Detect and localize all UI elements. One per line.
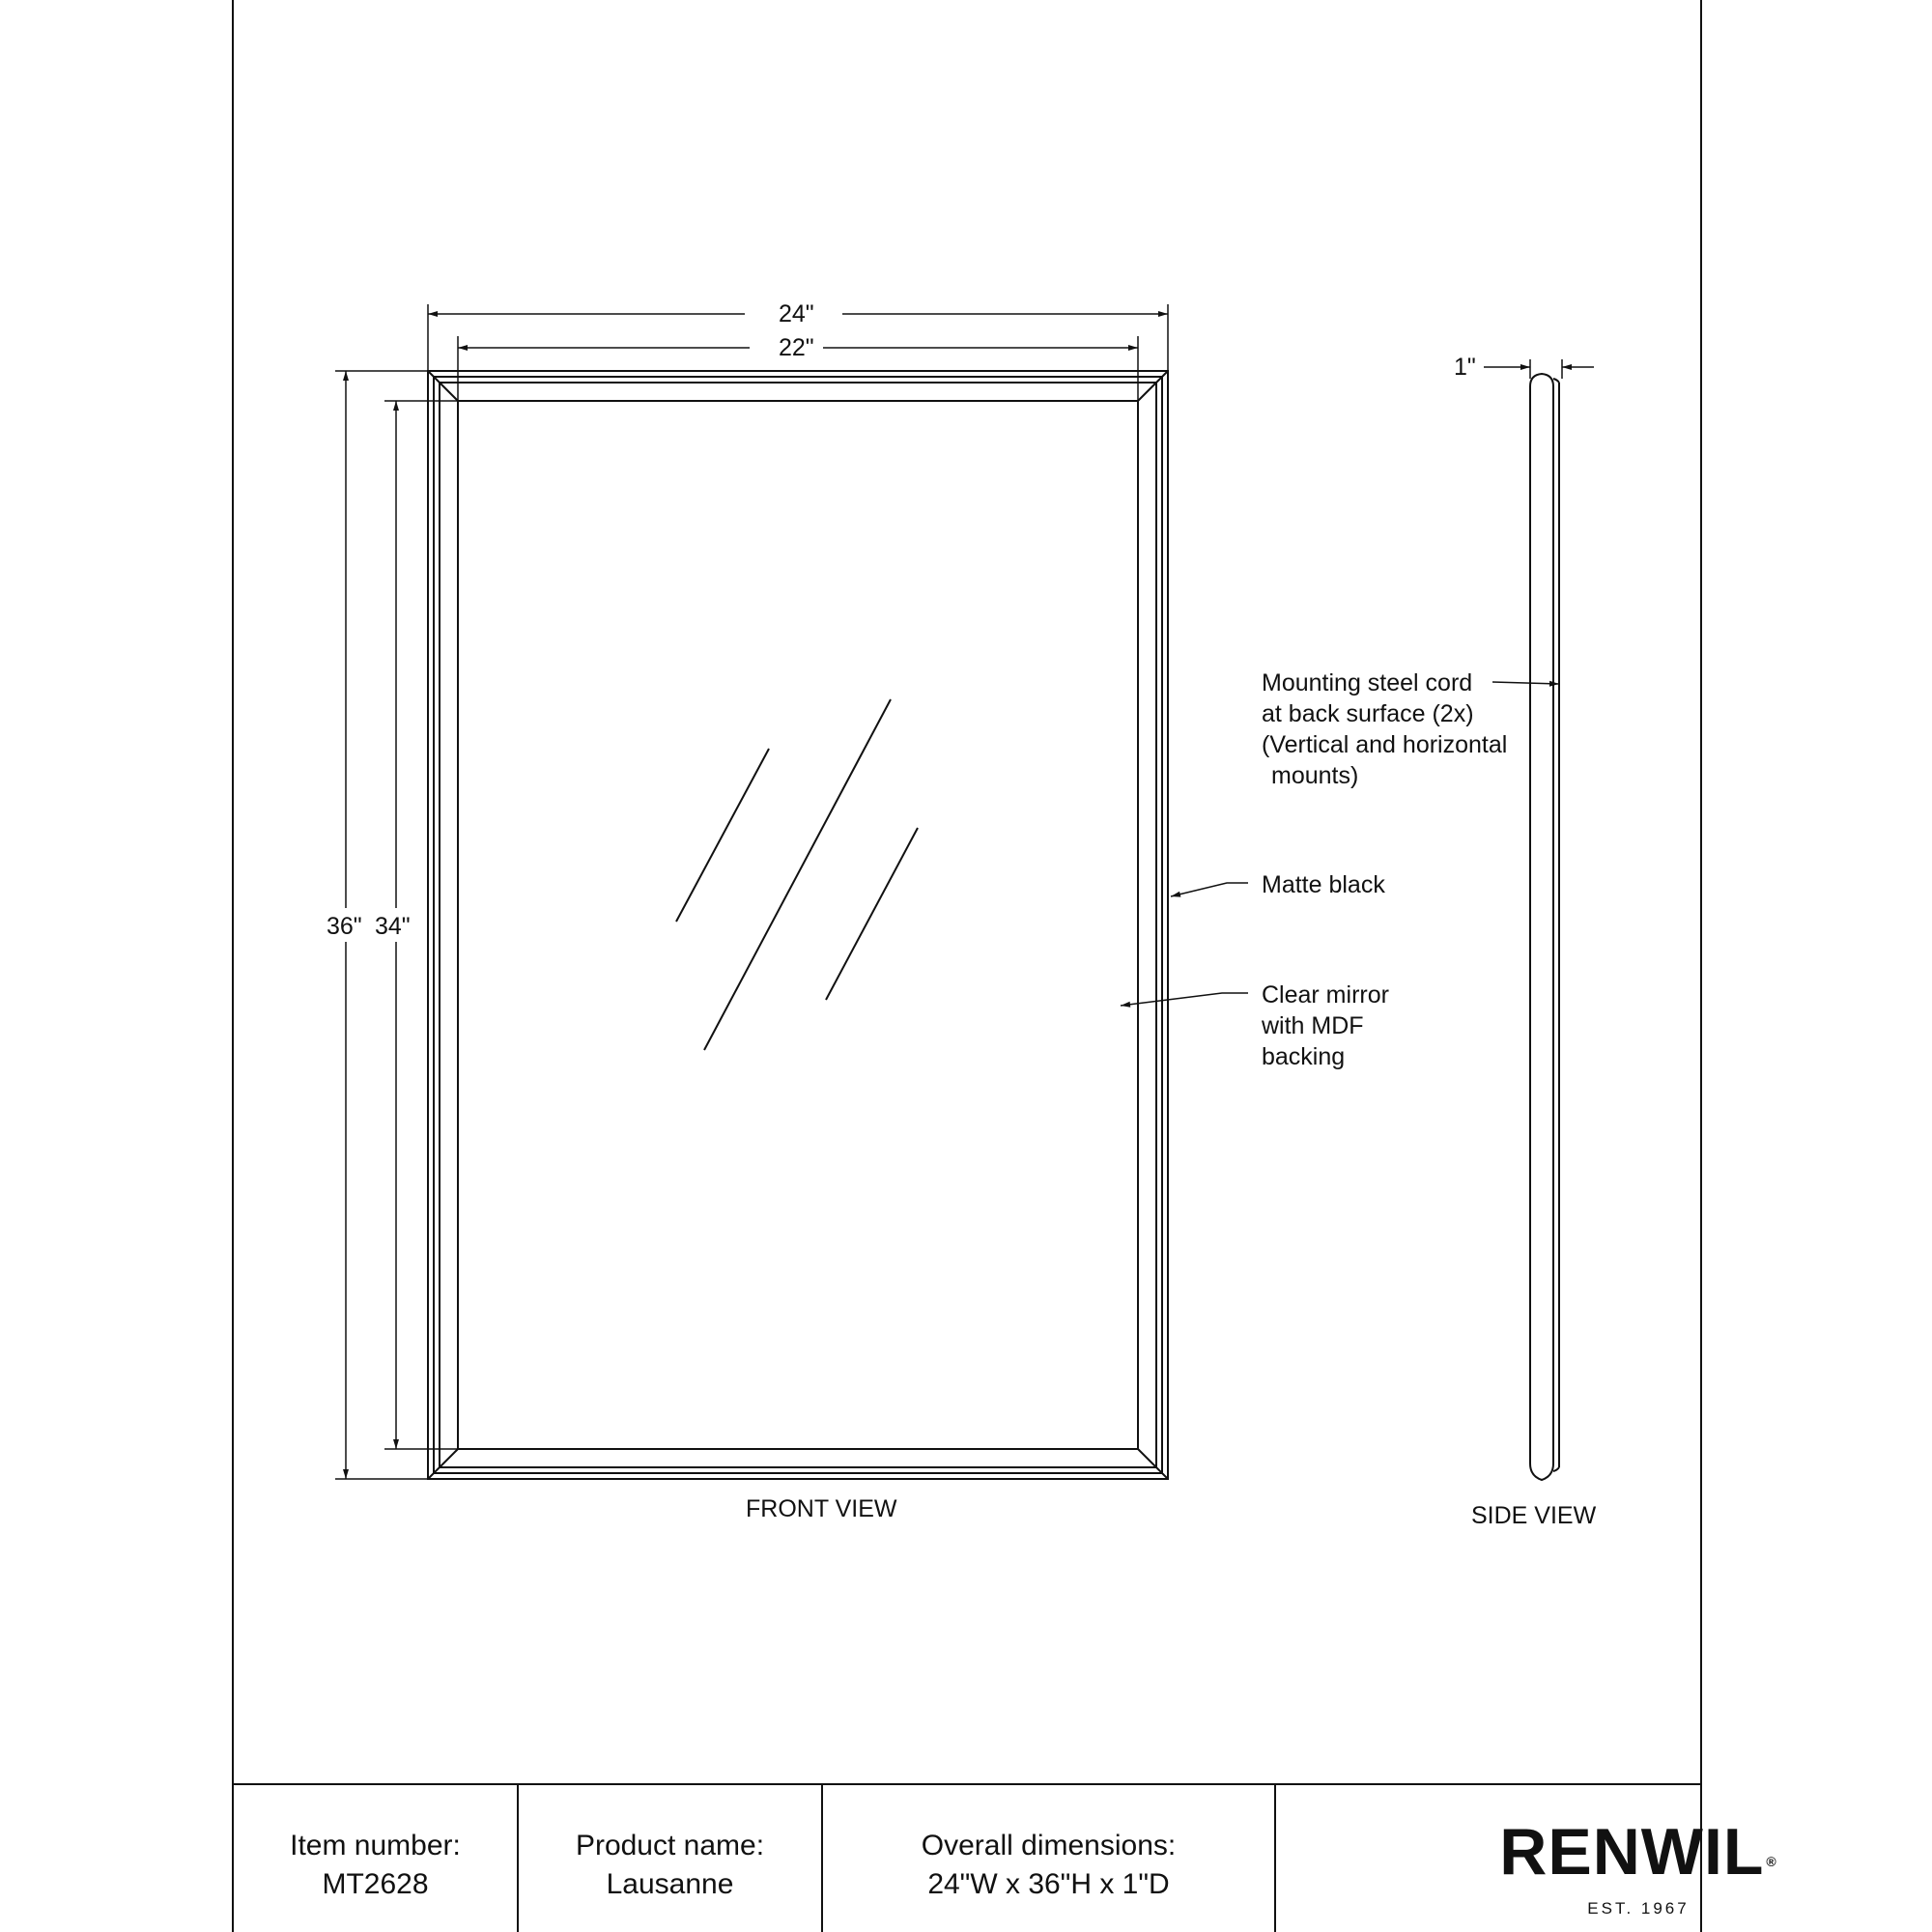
- overall-dimensions-label: Overall dimensions:: [921, 1830, 1177, 1861]
- sheet-border: [233, 0, 1701, 1932]
- leader-mirror: [1121, 993, 1248, 1006]
- front-view-label: FRONT VIEW: [746, 1495, 897, 1522]
- callout-mirror-line2: with MDF: [1262, 1012, 1364, 1039]
- side-view-label: SIDE VIEW: [1471, 1502, 1597, 1529]
- overall-dimensions-cell: [822, 1799, 1275, 1932]
- callout-cord-line3: (Vertical and horizontal: [1262, 731, 1508, 758]
- item-number-cell: [233, 1799, 518, 1932]
- callout-cord-line2: at back surface (2x): [1262, 700, 1474, 727]
- mirror-frame: [428, 371, 1168, 1479]
- brand-name-text: RENWIL: [1499, 1815, 1765, 1889]
- callout-mirror-line3: backing: [1262, 1043, 1346, 1070]
- leader-frame: [1171, 883, 1248, 896]
- callout-mirror-line1: Clear mirror: [1262, 981, 1389, 1009]
- dimension-1-depth: [1484, 359, 1594, 379]
- dimension-label-36: 36": [327, 913, 362, 940]
- product-name-value: Lausanne: [606, 1868, 734, 1900]
- leader-cord: [1492, 682, 1559, 684]
- dimension-label-24: 24": [779, 300, 814, 327]
- item-number-label: Item number:: [290, 1830, 461, 1861]
- callout-cord-line1: Mounting steel cord: [1262, 669, 1473, 696]
- item-number-value: MT2628: [322, 1868, 429, 1900]
- callout-cord-line4: mounts): [1271, 762, 1359, 789]
- mirror-glass: [458, 401, 1138, 1449]
- glass-reflection-marks: [676, 699, 918, 1050]
- dimension-label-22: 22": [779, 334, 814, 361]
- registered-mark: ®: [1766, 1854, 1777, 1869]
- overall-dimensions-value: 24"W x 36"H x 1"D: [927, 1868, 1170, 1900]
- dimension-label-1: 1": [1454, 354, 1476, 381]
- product-name-cell: [518, 1799, 822, 1932]
- product-name-label: Product name:: [575, 1830, 765, 1861]
- brand-logo: [1287, 1799, 1932, 1932]
- brand-established: EST. 1967: [1587, 1899, 1690, 1918]
- dimension-label-34: 34": [375, 913, 411, 940]
- side-profile: [1530, 374, 1559, 1480]
- brand-name: [1345, 1815, 1932, 1889]
- callout-frame: Matte black: [1262, 871, 1385, 898]
